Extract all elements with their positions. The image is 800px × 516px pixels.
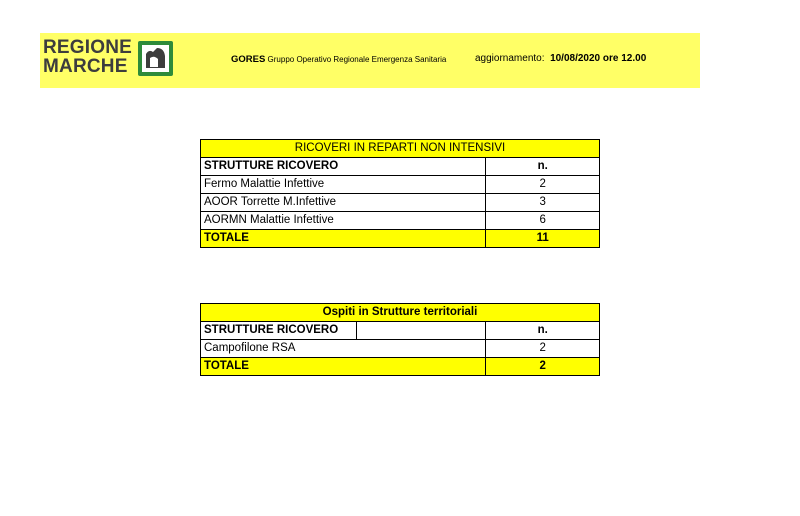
header-banner [40, 33, 700, 88]
update-value: 10/08/2020 ore 12.00 [550, 53, 647, 64]
table2-empty-cell [356, 322, 485, 340]
table2-col-structure: STRUTTURE RICOVERO [201, 322, 357, 340]
row-value: 3 [486, 194, 600, 212]
table2-total-value: 2 [486, 358, 600, 376]
org-label [231, 54, 446, 65]
row-name: Campofilone RSA [201, 340, 486, 358]
logo-text [43, 38, 132, 76]
logo-line-1: REGIONE [43, 37, 133, 58]
update-info [475, 53, 646, 64]
table2-col-n: n. [486, 322, 600, 340]
row-value: 2 [486, 176, 600, 194]
row-value: 6 [486, 212, 600, 230]
table-row [201, 176, 600, 194]
regione-marche-logo-icon [137, 40, 174, 77]
org-abbr: GORES [231, 54, 266, 65]
table-non-intensive [200, 139, 600, 248]
row-name: Fermo Malattie Infettive [201, 176, 486, 194]
table1-total-value: 11 [486, 230, 600, 248]
table1-title: RICOVERI IN REPARTI NON INTENSIVI [201, 140, 600, 158]
table-row [201, 194, 600, 212]
table2-title: Ospiti in Strutture territoriali [201, 304, 600, 322]
row-value: 2 [486, 340, 600, 358]
table-row [201, 340, 600, 358]
table1-total-label: TOTALE [201, 230, 486, 248]
org-full: Gruppo Operativo Regionale Emergenza Sanitaria [267, 55, 447, 64]
update-label: aggiornamento: [475, 53, 545, 64]
logo-line-2: MARCHE [43, 56, 128, 77]
table1-col-structure: STRUTTURE RICOVERO [201, 158, 486, 176]
row-name: AOOR Torrette M.Infettive [201, 194, 486, 212]
table1-col-n: n. [486, 158, 600, 176]
table-row [201, 212, 600, 230]
table2-total-label: TOTALE [201, 358, 486, 376]
row-name: AORMN Malattie Infettive [201, 212, 486, 230]
table-territorial [200, 303, 600, 376]
